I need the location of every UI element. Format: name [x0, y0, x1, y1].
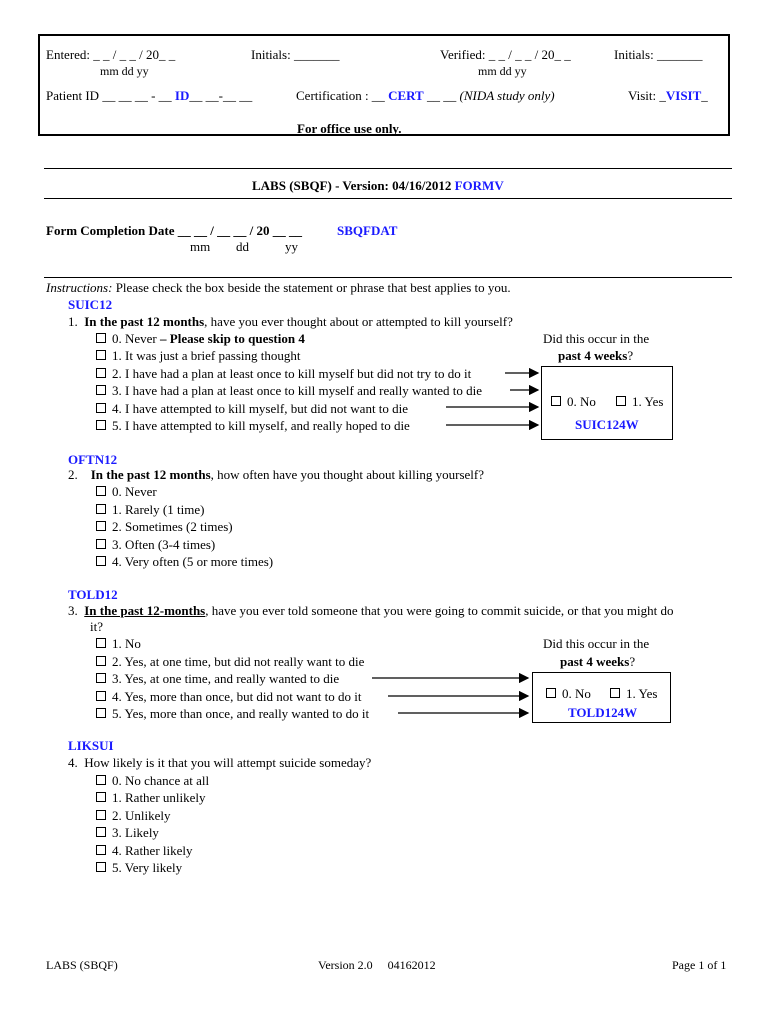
q1-code: SUIC12 — [68, 297, 113, 312]
footer-left: LABS (SBQF) — [46, 958, 118, 972]
q1-bold: In the past 12 months — [84, 314, 205, 329]
q3-option-5[interactable] — [96, 706, 369, 722]
completion-fmt-mm: mm — [190, 239, 211, 254]
checkbox[interactable] — [96, 810, 106, 820]
completion-date-field[interactable]: Form Completion Date __ __ / __ __ / 20 __ __ — [46, 223, 303, 238]
patient-id-suffix: __ __-__ __ — [189, 88, 253, 103]
q1-followup-yes-label: 1. Yes — [632, 394, 664, 409]
q2-code: OFTN12 — [68, 452, 118, 467]
q3-side-question: Did this occur in the — [543, 636, 650, 651]
patient-id-prefix: Patient ID __ __ __ - __ — [46, 88, 172, 103]
q3-question-cont: it? — [90, 619, 103, 634]
verified-field[interactable]: Verified: _ _ / _ _ / 20_ _ — [440, 47, 571, 62]
q2-option-3[interactable] — [96, 537, 215, 553]
q1-side-weeks: past 4 weeks — [558, 348, 628, 363]
completion-fmt-yy: yy — [285, 239, 298, 254]
q2-bold: In the past 12 months — [90, 467, 211, 482]
visit-prefix: Visit: _ — [628, 88, 666, 103]
cert-suffix: __ __ — [426, 88, 457, 103]
title-text: LABS (SBQF) - Version: 04/16/2012 — [252, 178, 452, 193]
entered-field[interactable]: Entered: _ _ / _ _ / 20_ _ — [46, 47, 176, 62]
visit-code: VISIT — [665, 88, 702, 103]
q2-option-2-label: 2. Sometimes (2 times) — [112, 519, 233, 534]
checkbox[interactable] — [96, 486, 106, 496]
q4-option-3[interactable] — [96, 825, 159, 841]
q3-rest: , have you ever told someone that you were going to commit suicide, or that you might do — [205, 603, 674, 618]
q3-option-2[interactable] — [96, 654, 364, 670]
q3-followup-no[interactable] — [546, 686, 591, 702]
q3-option-4-label: 4. Yes, more than once, but did not want to do it — [112, 689, 362, 704]
q4-option-0-label: 0. No chance at all — [112, 773, 210, 788]
title-code: FORMV — [454, 178, 504, 193]
q4-option-1-label: 1. Rather unlikely — [112, 790, 206, 805]
q2-option-4[interactable] — [96, 554, 273, 570]
checkbox[interactable] — [96, 673, 106, 683]
initials-field-2[interactable]: Initials: _______ — [614, 47, 703, 62]
q1-option-5-label: 5. I have attempted to kill myself, and really hoped to die — [112, 418, 410, 433]
q1-followup-code: SUIC124W — [575, 417, 639, 432]
q2-number: 2. — [68, 467, 78, 482]
checkbox[interactable] — [96, 504, 106, 514]
q4-option-2[interactable] — [96, 808, 171, 824]
completion-date-code: SBQFDAT — [337, 223, 398, 238]
q3-followup-code: TOLD124W — [568, 705, 638, 720]
q3-option-1-label: 1. No — [112, 636, 141, 651]
q2-option-1[interactable] — [96, 502, 204, 518]
q2-option-2[interactable] — [96, 519, 233, 535]
q3-number: 3. — [68, 603, 78, 618]
q4-code: LIKSUI — [68, 738, 114, 753]
q2-option-3-label: 3. Often (3-4 times) — [112, 537, 216, 552]
q3-code: TOLD12 — [68, 587, 118, 602]
checkbox[interactable] — [546, 688, 556, 698]
q4-text: How likely is it that you will attempt suicide someday? — [84, 755, 372, 770]
q3-bold: In the past 12-months — [84, 603, 206, 618]
checkbox[interactable] — [96, 775, 106, 785]
q2-option-0[interactable] — [96, 484, 157, 500]
q4-option-4-label: 4. Rather likely — [112, 843, 193, 858]
q1-number: 1. — [68, 314, 78, 329]
checkbox[interactable] — [96, 792, 106, 802]
checkbox[interactable] — [96, 539, 106, 549]
visit-suffix: _ — [701, 88, 708, 103]
footer-center: Version 2.0 04162012 — [318, 958, 436, 972]
q1-option-0-skip: – Please skip to question 4 — [160, 331, 305, 346]
q3-option-1[interactable] — [96, 636, 141, 652]
q1-option-1-label: 1. It was just a brief passing thought — [112, 348, 301, 363]
q3-followup-no-label: 0. No — [562, 686, 591, 701]
q1-side-qmark: ? — [627, 348, 634, 363]
footer-right: Page 1 of 1 — [672, 958, 727, 972]
q1-rest: , have you ever thought about or attempted to kill yourself? — [204, 314, 513, 329]
cert-prefix: Certification : __ — [296, 88, 385, 103]
q3-question — [68, 603, 674, 619]
q1-option-2-label: 2. I have had a plan at least once to kill myself but did not try to do it — [112, 366, 472, 381]
q3-option-3-label: 3. Yes, at one time, and really wanted to die — [112, 671, 340, 686]
q1-side-question: Did this occur in the — [543, 331, 650, 346]
q4-option-3-label: 3. Likely — [112, 825, 159, 840]
q4-option-0[interactable] — [96, 773, 209, 789]
q1-option-0-label: 0. Never — [112, 331, 157, 346]
q1-option-4-label: 4. I have attempted to kill myself, but did not want to die — [112, 401, 409, 416]
q3-followup-yes-label: 1. Yes — [626, 686, 658, 701]
q2-option-0-label: 0. Never — [112, 484, 157, 499]
q4-number: 4. — [68, 755, 78, 770]
initials-field-1[interactable]: Initials: _______ — [251, 47, 340, 62]
q4-option-5[interactable] — [96, 860, 182, 876]
entered-format: mm dd yy — [100, 64, 149, 78]
checkbox[interactable] — [96, 845, 106, 855]
checkbox[interactable] — [96, 638, 106, 648]
q3-option-2-label: 2. Yes, at one time, but did not really want to die — [112, 654, 365, 669]
q4-option-2-label: 2. Unlikely — [112, 808, 171, 823]
q2-option-4-label: 4. Very often (5 or more times) — [112, 554, 274, 569]
checkbox[interactable] — [96, 656, 106, 666]
verified-format: mm dd yy — [478, 64, 527, 78]
q4-option-1[interactable] — [96, 790, 206, 806]
q3-side-weeks: past 4 weeks — [560, 654, 630, 669]
checkbox[interactable] — [96, 708, 106, 718]
q1-followup-no-label: 0. No — [567, 394, 596, 409]
completion-fmt-dd: dd — [236, 239, 249, 254]
instructions-text: Please check the box beside the statement or phrase that best applies to you. — [115, 280, 511, 295]
q4-option-4[interactable] — [96, 843, 193, 859]
checkbox[interactable] — [96, 521, 106, 531]
cert-note: (NIDA study only) — [459, 88, 555, 103]
q3-side-qmark: ? — [629, 654, 636, 669]
q3-option-5-label: 5. Yes, more than once, and really wanted to do it — [112, 706, 370, 721]
checkbox[interactable] — [96, 556, 106, 566]
checkbox[interactable] — [96, 691, 106, 701]
office-use-label: For office use only. — [297, 121, 402, 136]
patient-id-code: ID — [174, 88, 190, 103]
q4-option-5-label: 5. Very likely — [112, 860, 183, 875]
q4-question — [68, 755, 371, 771]
q2-rest: , how often have you thought about killing yourself? — [210, 467, 484, 482]
q3-option-3[interactable] — [96, 671, 339, 687]
q3-side-question-2 — [560, 654, 635, 670]
cert-code: CERT — [388, 88, 424, 103]
instructions-label: Instructions: — [46, 280, 113, 295]
checkbox[interactable] — [96, 862, 106, 872]
q3-followup-yes[interactable] — [610, 686, 657, 702]
checkbox[interactable] — [96, 827, 106, 837]
q3-option-4[interactable] — [96, 689, 362, 705]
checkbox[interactable] — [610, 688, 620, 698]
q2-option-1-label: 1. Rarely (1 time) — [112, 502, 205, 517]
q2-question — [68, 467, 484, 483]
q1-option-3-label: 3. I have had a plan at least once to kill myself and really wanted to die — [112, 383, 483, 398]
